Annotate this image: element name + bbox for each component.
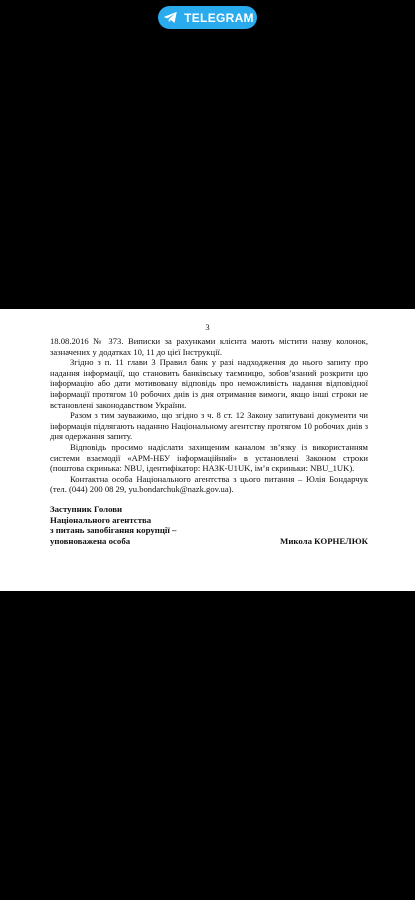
document-body xyxy=(50,336,368,495)
signature-title-line: уповноважена особа xyxy=(50,535,131,546)
signature-title-line: Національного агентства xyxy=(50,514,152,525)
paragraph: 18.08.2016 № 373. Виписки за рахунками клієнта мають містити назву колонок, зазначених у додатках 10, 11 до цієї Інструкції. xyxy=(50,336,368,357)
paragraph: Разом з тим зауважимо, що згідно з ч. 8 ст. 12 Закону запитувані документи чи інформація підлягають наданню Національному агентству протягом 10 робочих днів з дня одержання запиту. xyxy=(50,410,368,442)
page-number: 3 xyxy=(205,322,210,332)
telegram-plane-icon xyxy=(163,11,178,24)
signature-title-line: Заступник Голови xyxy=(50,504,123,514)
signatory-name: Микола КОРНЕЛЮК xyxy=(280,535,368,546)
paragraph: Відповідь просимо надіслати захищеним каналом зв’язку із використанням системи взаємодії «АРМ-НБУ інформаційний» в установлені Законом строки (поштова скринька: NBU, ідентифікатор: НАЗК-U1UK, ім’я скриньки: NBU_1UK). xyxy=(50,441,368,474)
signature-block xyxy=(50,504,368,546)
document-page xyxy=(0,309,415,591)
telegram-badge-label: TELEGRAM xyxy=(184,10,254,25)
telegram-badge[interactable] xyxy=(158,6,257,29)
paragraph: Згідно з п. 11 глави 3 Правил банк у разі надходження до нього запиту про надання інформації, що становить банківську таємницю, зобов’язаний розкрити цю інформацію або дати мотивовану відповідь про неможливість надання відповідної інформації протягом 10 робочих днів із дня отримання вимоги, якщо інші строки не встановлені законодавством України. xyxy=(50,357,368,410)
paragraph: Контактна особа Національного агентства з цього питання – Юлія Бондарчук (тел. (044) 200 08 29, yu.bondarchuk@nazk.gov.ua). xyxy=(50,473,368,495)
signature-title-line: з питань запобігання корупції – xyxy=(50,525,177,536)
